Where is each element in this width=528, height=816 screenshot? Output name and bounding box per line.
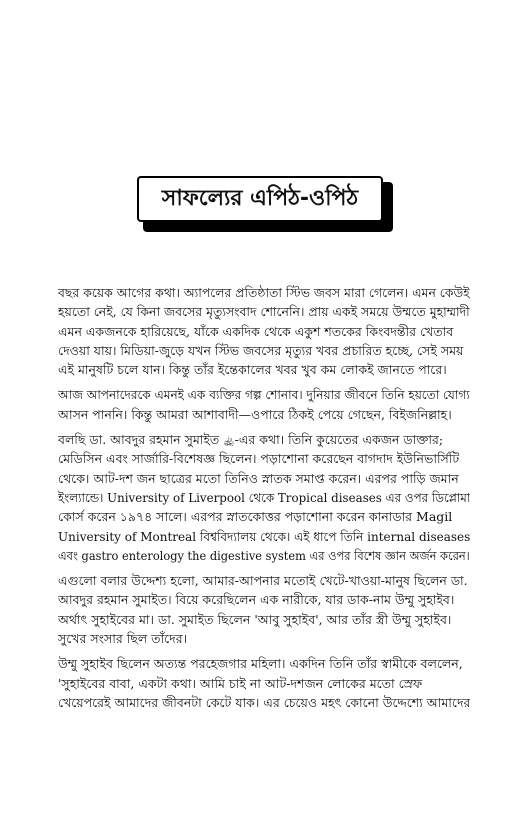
text-line: ইংল্যান্ডে। University of Liverpool থেকে Tropical diseases এর ওপর ডিপ্লোমা	[58, 489, 470, 505]
paragraph	[58, 385, 470, 424]
text-line: বলছি ডা. আবদুর রহমান সুমাইত ﵀-এর কথা। তিনি কুয়েতের একজন ডাক্তার;	[58, 432, 444, 448]
text-line: এমন একজনকে হারিয়েছে, যাঁকে একদিক থেকে একুশ শতকের কিংবদন্তীর খেতাব	[58, 323, 454, 339]
text-line: থেকে। আট-দশ জন ছাত্রের মতো তিনিও স্নাতক সমাপ্ত করেন। এরপর পাড়ি জমান	[58, 470, 459, 486]
text-line: আসন পাননি। কিন্তু আমরা আশাবাদী—ওপারে ঠিকই পেয়ে গেছেন, বিইজনিল্লাহ।	[58, 406, 452, 422]
paragraph	[58, 571, 470, 648]
text-line: বছর কয়েক আগের কথা। অ্যাপলের প্রতিষ্ঠাতা স্টিভ জবস মারা গেলেন। এমন কেউই	[58, 285, 470, 300]
chapter-body	[58, 283, 470, 718]
text-line: কোর্স করেন ১৯৭৪ সালে। এরপর স্নাতকোত্তর পড়াশোনা করেন কানাডার Magil	[58, 509, 453, 525]
text-line: খেয়েপরেই আমাদের জীবনটা কেটে যাক। এর চেয়েও মহৎ কোনো উদ্দেশ্যে আমাদের	[58, 694, 470, 710]
paragraph	[58, 283, 470, 379]
text-line: University of Montreal বিশ্ববিদ্যালয় থেকে। এই ধাপে তিনি internal diseases	[58, 528, 470, 544]
text-line: এই মানুষটি চলে যান। কিন্তু তাঁর ইন্তেকালের খবর খুব কম লোকই জানতে পারে।	[58, 362, 447, 378]
chapter-title-frame	[137, 176, 390, 228]
text-line: 'সুহাইবের বাবা, একটা কথা। আমি চাই না আট-দশজন লোকের মতো স্রেফ	[58, 675, 423, 691]
text-line: মেডিসিন এবং সার্জারি-বিশেষজ্ঞ ছিলেন। পড়াশোনা করেছেন বাগদাদ ইউনিভার্সিটি	[58, 451, 460, 467]
text-line: এবং gastro enterology the digestive system এর ওপর বিশেষ জ্ঞান অর্জন করেন।	[58, 547, 470, 563]
chapter-title-box	[137, 176, 383, 222]
text-line: আজ আপনাদেরকে এমনই এক ব্যক্তির গল্প শোনাব। দুনিয়ার জীবনে তিনি হয়তো যোগ্য	[58, 387, 470, 403]
text-line: আবদুর রহমান সুমাইত। বিয়ে করেছিলেন এক নারীকে, যার ডাক-নাম উম্মু সুহাইব।	[58, 592, 455, 608]
text-line: হয়তো নেই, যে কিনা জবসের মৃত্যুসংবাদ শোনেনি। প্রায় একই সময়ে উম্মতে মুহাম্মাদী	[58, 304, 470, 320]
paragraph	[58, 654, 470, 712]
text-line: উম্মু সুহাইব ছিলেন অত্যন্ত পরহেজগার মহিলা। একদিন তিনি তাঁর স্বামীকে বললেন,	[58, 656, 463, 672]
text-line: সুখের সংসার ছিল তাঁদের।	[58, 631, 188, 647]
paragraph	[58, 430, 470, 565]
text-line: এগুলো বলার উদ্দেশ্য হলো, আমার-আপনার মতোই খেটে-খাওয়া-মানুষ ছিলেন ডা.	[58, 573, 468, 589]
text-line: দেওয়া যায়। মিডিয়া-জুড়ে যখন স্টিভ জবসের মৃত্যুর খবর প্রচারিত হচ্ছে, সেই সময়	[58, 342, 464, 358]
chapter-title: সাফল্যের এপিঠ-ওপিঠ	[161, 185, 359, 211]
text-line: অর্থাৎ সুহাইবের মা। ডা. সুমাইত ছিলেন 'আবু সুহাইব', আর তাঁর স্ত্রী উম্মু সুহাইব।	[58, 611, 452, 627]
